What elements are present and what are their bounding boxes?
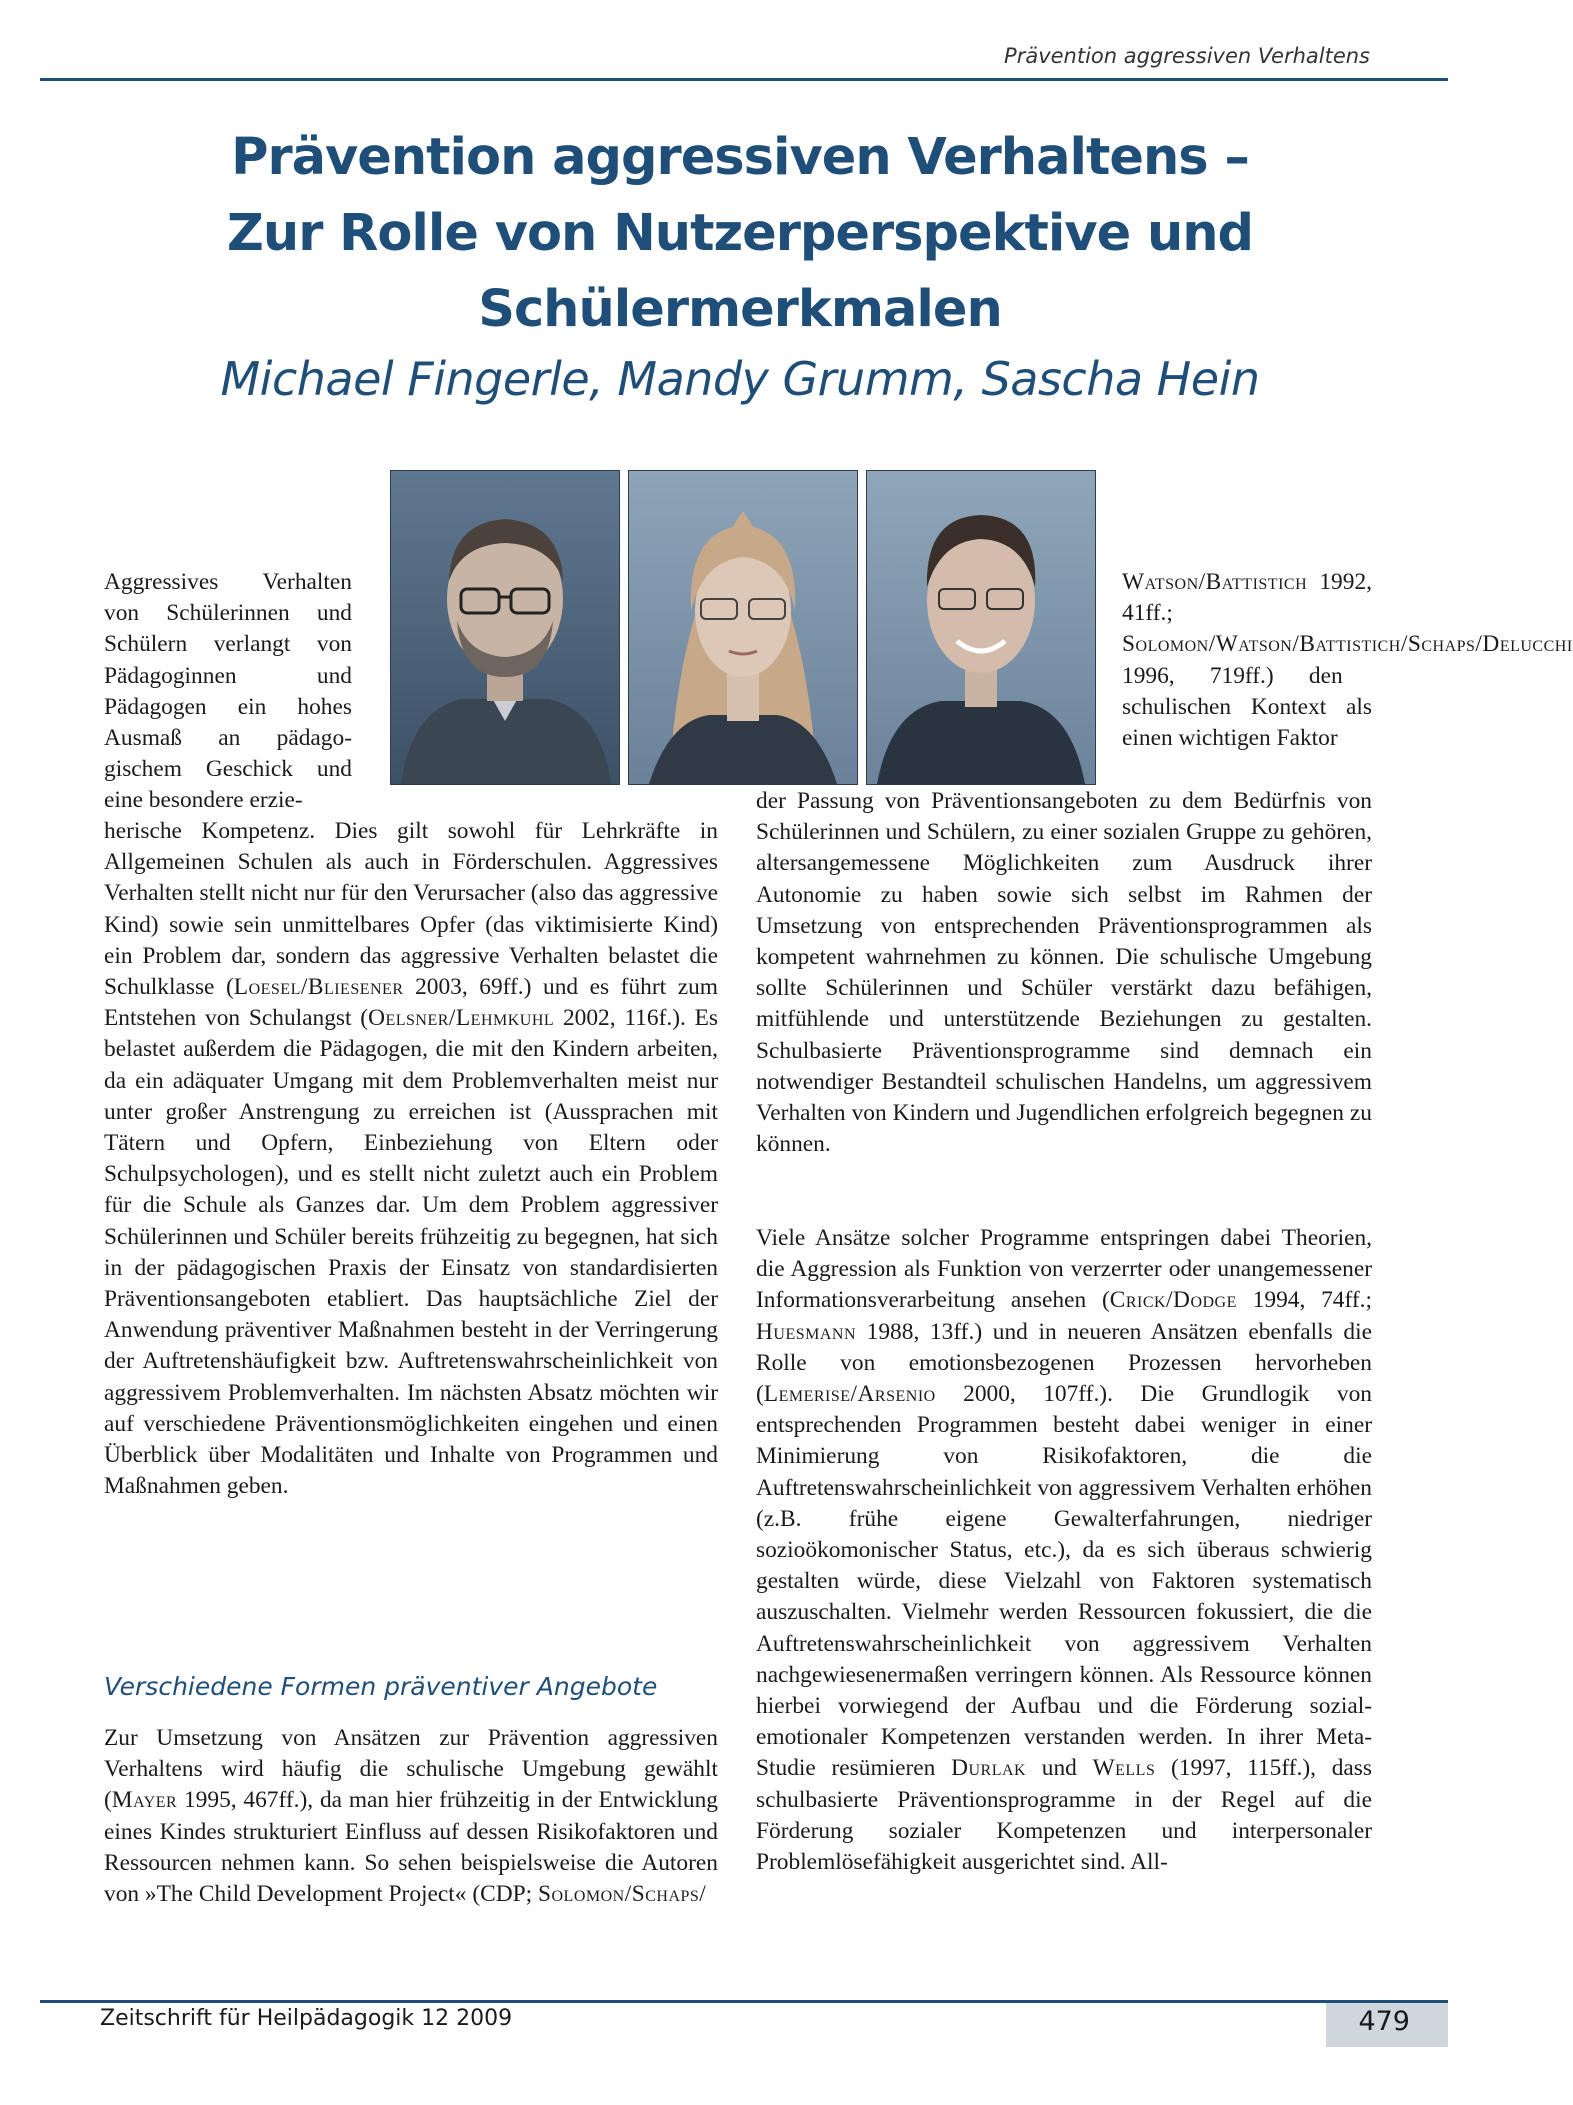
citation: Solomon/Schaps/: [537, 1881, 707, 1908]
section-heading: Verschiedene Formen präventiver Angebote: [104, 1672, 658, 1701]
footer-journal: Zeitschrift für Heilpädagogik 12 2009: [100, 2006, 513, 2031]
left-paragraph-1: herische Kompetenz. Dies gilt sowohl für Lehrkräfte in Allgemeinen Schulen als auch in Förderschulen. Aggressives Verhalten stellt nicht nur für den Verursacher (also das aggressive Kind) sowie sein unmittelbares Opfer (das viktimisierte Kind) ein Problem dar, sondern das aggressive Verhalten belastet die Schulklasse (Loesel/Bliesener 2003, 69ff.) und es führt zum Entstehen von Schulangst (Oelsner/Lehmkuhl 2002, 116f.). Es belastet außerdem die Pädagogen, die mit den Kindern arbeiten, da ein adäquater Umgang mit dem Problemverhalten meist nur unter großer Anstrengung zu erreichen ist (Aussprachen mit Tätern und Opfern, Einbeziehung von Eltern oder Schulpsychologen), und es stellt nicht zuletzt auch ein Problem für die Schule als Ganzes dar. Um dem Problem aggressiver Schülerinnen und Schüler bereits frühzeitig zu begegnen, hat sich in der pädagogischen Praxis der Einsatz von standardisierten Präventionsangeboten etabliert. Das hauptsächliche Ziel der Anwendung präventiver Maßnahmen besteht in der Verringerung der Auftretenshäufigkeit bzw. Auftretenswahrscheinlichkeit von aggressivem Problemverhalten. Im nächsten Absatz möchten wir auf verschiedene Präventionsmöglichkeiten eingehen und einen Überblick über Modalitäten und Inhalte von Programmen und Maßnahmen geben.: [104, 818, 718, 1500]
right-paragraph-1: der Passung von Präventionsangeboten zu dem Bedürfnis von Schülerinnen und Schülern, zu einer sozialen Gruppe zu gehören, altersangemessene Möglichkeiten zum Ausdruck ihrer Autonomie zu haben sowie sich selbst im Rahmen der Umsetzung von entsprechenden Präventionsprogrammen als kompetent wahrnehmen zu können. Die schulische Umgebung sollte Schülerinnen und Schüler verstärkt dazu befähigen, mitfühlende und unterstützende Beziehungen zu gestalten. Schulbasierte Präventionsprogramme sind demnach ein notwendiger Bestandteil schulischen Handelns, um aggressivem Verhalten von Kindern und Jugendlichen erfolgreich begegnen zu können.: [756, 788, 1372, 1158]
citation: Solomon/Watson/Battistich/Schaps/Delucchi: [1122, 631, 1573, 658]
citation: Lemerise/Arsenio: [763, 1381, 936, 1408]
header-rule: [40, 78, 1448, 81]
title-line: Schülermerkmalen: [478, 280, 1002, 339]
footer-rule: [40, 2000, 1448, 2003]
article-title: [150, 120, 1330, 348]
right-paragraph-2: Viele Ansätze solcher Programme entspringen dabei Theorien, die Aggression als Funktion von verzerrter oder unangemessener Informationsverarbeitung ansehen (Crick/Dodge 1994, 74ff.; Huesmann 1988, 13ff.) und in neueren Ansätzen ebenfalls die Rolle von emotionsbezogenen Prozessen hervorheben (Lemerise/Arsenio 2000, 107ff.). Die Grundlogik von entsprechenden Programmen besteht dabei weniger in einer Minimierung von Risikofaktoren, die die Auftretenswahrscheinlichkeit von aggressivem Verhalten erhöhen (z.B. frühe eigene Gewalterfahrungen, niedriger sozioökomonischer Status, etc.), da es sich überaus schwierig gestalten würde, diese Vielzahl von Faktoren systematisch auszuschalten. Vielmehr werden Ressourcen fokussiert, die die Auftretenswahrscheinlichkeit von aggressivem Verhalten nachgewiesenermaßen verringern können. Als Ressource können hierbei vorwiegend der Aufbau und die Förderung sozial-emotionaler Kompetenzen verstanden werden. In ihrer Meta-Studie resümieren Durlak und Wells (1997, 115ff.), dass schulbasierte Präventionsprogramme in der Regel auf die Förderung sozialer Kompetenzen und interpersonaler Problemlösefähigkeit ausgerichtet sind. All-: [756, 1225, 1372, 1876]
title-line: Zur Rolle von Nutzerperspektive und: [226, 204, 1254, 263]
citation: Crick/Dodge: [1109, 1287, 1237, 1314]
right-intro-narrow: Watson/Battistich 1992, 41ff.; Solomon/Watson/Battistich/Schaps/Delucchi 1996, 719ff.) den schulischen Kontext als einen wichtigen Faktor: [1122, 569, 1573, 752]
citation: Durlak: [951, 1755, 1027, 1782]
title-line: Prävention aggressiven Verhaltens –: [231, 128, 1249, 187]
citation: Huesmann: [756, 1318, 857, 1345]
author-photo-2: [628, 470, 858, 785]
citation: Watson/Battistich: [1122, 569, 1308, 595]
running-header: Prävention aggressiven Verhaltens: [1004, 44, 1370, 68]
left-intro-narrow: Aggressives Verhalten von Schülerinnen und Schülern verlangt von Pädagoginnen und Pädagogen ein hohes Ausmaß an pädagogischem Geschick und eine besondere erzie-: [104, 569, 352, 814]
article-authors: Michael Fingerle, Mandy Grumm, Sascha Hein: [220, 352, 1260, 406]
author-photo-3: [866, 470, 1096, 785]
citation: Oelsner/Lehmkuhl: [368, 1005, 555, 1032]
citation: Mayer: [111, 1787, 178, 1814]
citation: Loesel/Bliesener: [233, 974, 404, 1001]
left-paragraph-2: Zur Umsetzung von Ansätzen zur Prävention aggressiven Verhaltens wird häufig die schulische Umgebung gewählt (Mayer 1995, 467ff.), da man hier frühzeitig in der Entwicklung eines Kindes strukturiert Einfluss auf dessen Risikofaktoren und Ressourcen nehmen kann. So sehen beispielsweise die Autoren von »The Child Development Project« (CDP; Solomon/Schaps/: [104, 1725, 718, 1908]
author-photo-1: [390, 470, 620, 785]
page-number: 479: [1358, 2006, 1410, 2037]
citation: Wells: [1092, 1755, 1156, 1782]
